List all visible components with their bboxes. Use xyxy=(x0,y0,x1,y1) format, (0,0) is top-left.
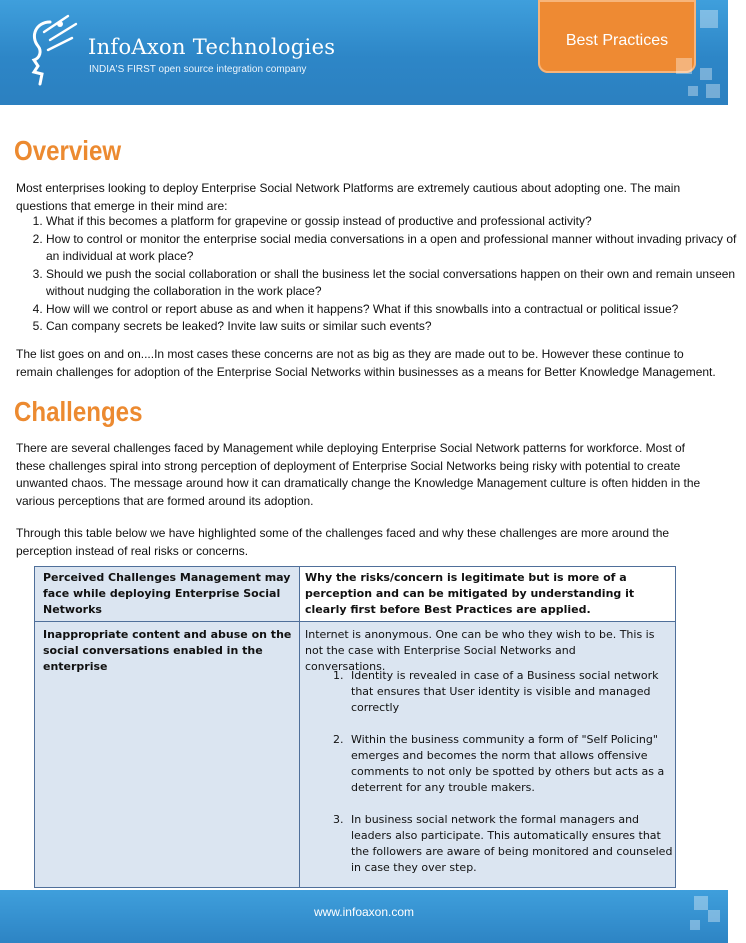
decor-square xyxy=(700,68,712,80)
challenges-table xyxy=(34,566,676,888)
mitigation-intro: Internet is anonymous. One can be who they wish to be. This is not the case with Enterprise Social Networks and conversations. xyxy=(305,628,655,673)
footer-url[interactable]: www.infoaxon.com xyxy=(313,905,415,919)
decor-square xyxy=(690,920,700,930)
list-item: 1. What if this becomes a platform for grapevine or gossip instead of productive and professional activity? xyxy=(46,213,746,231)
challenges-table-intro: Through this table below we have highlighted some of the challenges faced and why these challenges are more around the perception instead of real risks or concerns. xyxy=(16,526,670,558)
mitigation-list xyxy=(303,668,677,924)
challenge-cell: Inappropriate content and abuse on the social conversations enabled in the enterprise xyxy=(43,628,292,673)
list-item: 2. How to control or monitor the enterprise social media conversations in a open and professional manner without invading privacy of an individual at work place? xyxy=(46,231,746,266)
list-item: 3. In business social network the formal managers and leaders also participate. This automatically ensures that the followers are aware of being monitored and counseled in case they over step. xyxy=(347,812,677,876)
overview-heading: Overview xyxy=(14,135,122,166)
list-item: 2. Within the business community a form of "Self Policing" emerges and becomes the norm that allows offensive comments to not only be spotted by others but acts as a deterrent for any trouble makers. xyxy=(347,732,677,796)
section-tab-label: Best Practices xyxy=(565,32,669,49)
column-divider xyxy=(299,567,300,887)
brand-tagline: INDIA'S FIRST open source integration company xyxy=(89,64,307,75)
list-item: 3. Should we push the social collaboration or shall the business let the social conversations happen on their own and remain unseen without nudging the collaboration in the work place? xyxy=(46,266,746,301)
overview-intro: Most enterprises looking to deploy Enterprise Social Network Platforms are extremely cautious about adopting one. The main questions that emerge in their mind are: xyxy=(16,181,681,213)
list-item: 1. Identity is revealed in case of a Business social network that ensures that User identity is visible and managed correctly xyxy=(347,668,677,716)
question-list xyxy=(16,213,746,336)
col2-header: Why the risks/concern is legitimate but is more of a perception and can be mitigated by understanding it clearly first before Best Practices are applied. xyxy=(305,571,635,616)
challenges-heading: Challenges xyxy=(14,396,143,427)
infoaxon-logo-icon xyxy=(20,14,80,90)
decor-square xyxy=(708,910,720,922)
challenges-paragraph: There are several challenges faced by Management while deploying Enterprise Social Network patterns for workforce. Most of these challenges spiral into strong perception of deployment of Enterprise Social Networks being risky with potential to create unwanted chaos. The message around how it can dramatically change the Knowledge Management culture is often hidden in the various perceptions that are formed around its adoption. xyxy=(16,441,701,508)
decor-square xyxy=(694,896,708,910)
decor-square xyxy=(700,10,718,28)
brand-name: InfoAxon Technologies xyxy=(88,35,336,59)
list-item: 5. Can company secrets be leaked? Invite law suits or similar such events? xyxy=(46,318,746,336)
section-tab xyxy=(538,0,696,73)
col1-header: Perceived Challenges Management may face while deploying Enterprise Social Networks xyxy=(43,571,291,616)
list-item: 4. How will we control or report abuse as and when it happens? What if this snowballs into a contractual or political issue? xyxy=(46,301,746,319)
decor-square xyxy=(676,58,692,74)
page-header xyxy=(0,0,728,105)
decor-square xyxy=(706,84,720,98)
overview-closing: The list goes on and on....In most cases these concerns are not as big as they are made out to be. However these continue to remain challenges for adoption of the Enterprise Social Networks within businesses as a means for Better Knowledge Management. xyxy=(16,347,716,379)
decor-square xyxy=(688,86,698,96)
page-footer xyxy=(0,890,728,943)
